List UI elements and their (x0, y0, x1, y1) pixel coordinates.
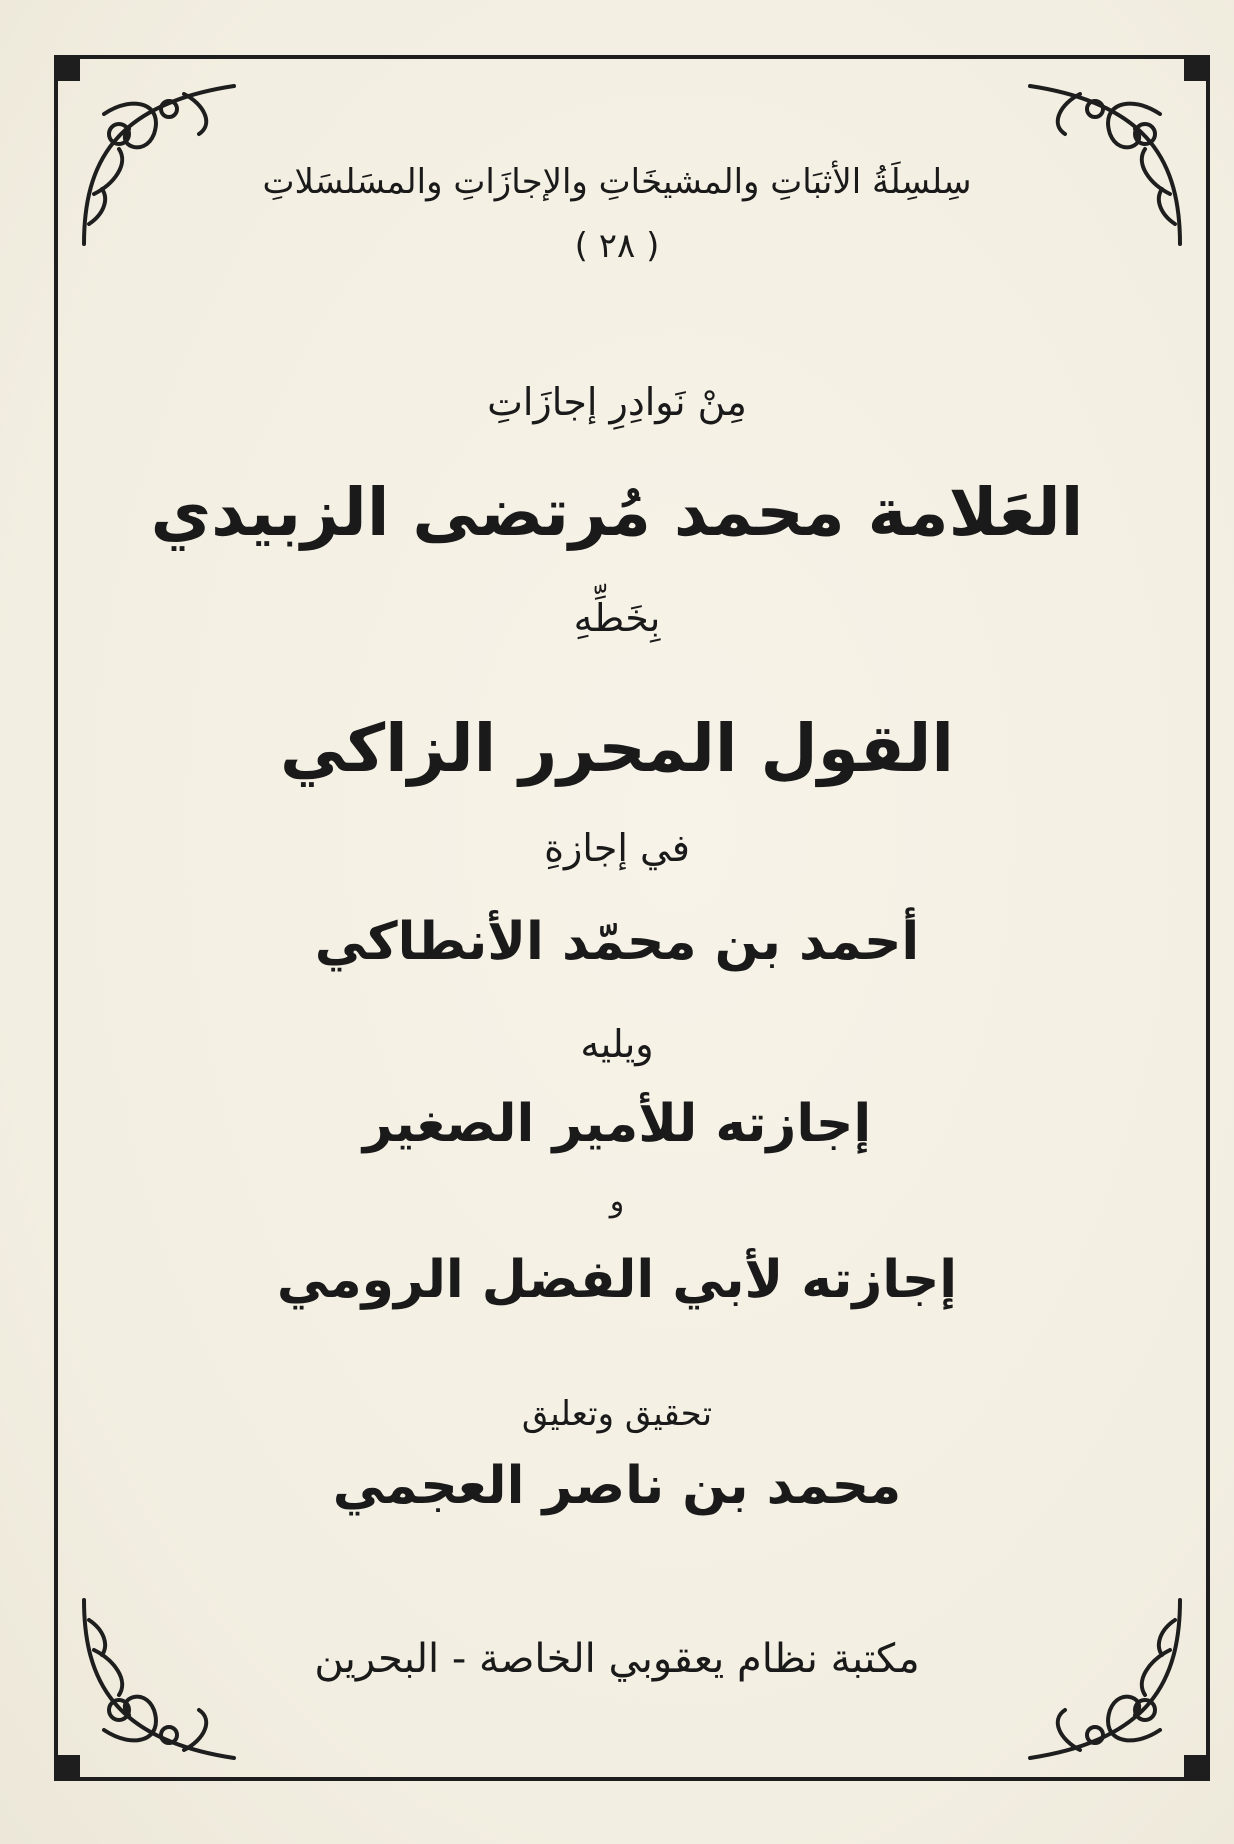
book-title: القول المحرر الزاكي (279, 710, 955, 787)
handwriting-note: بِخَطِّهِ (573, 596, 661, 640)
author-name: العَلامة محمد مُرتضى الزبيدي (150, 474, 1084, 551)
in-ijaza-label: في إجازةِ (544, 826, 690, 870)
editing-label: تحقيق وتعليق (521, 1394, 713, 1434)
conjunction: و (609, 1184, 625, 1219)
series-title: سِلسِلَةُ الأثبَاتِ والمشيخَاتِ والإجازَاتِ والمسَلسَلاتِ (262, 162, 972, 202)
recipient-name: أحمد بن محمّد الأنطاكي (314, 912, 920, 972)
subtitle-from-rarities: مِنْ نَوادِرِ إجازَاتِ (487, 380, 747, 424)
publisher-line: مكتبة نظام يعقوبي الخاصة - البحرين (314, 1636, 920, 1682)
ijaza-two-title: إجازته لأبي الفضل الرومي (276, 1250, 958, 1310)
editor-name: محمد بن ناصر العجمي (332, 1456, 902, 1516)
followed-by-label: ويليه (580, 1022, 654, 1066)
series-number: ( ٢٨ ) (574, 226, 660, 266)
ijaza-one-title: إجازته للأمير الصغير (362, 1094, 872, 1154)
